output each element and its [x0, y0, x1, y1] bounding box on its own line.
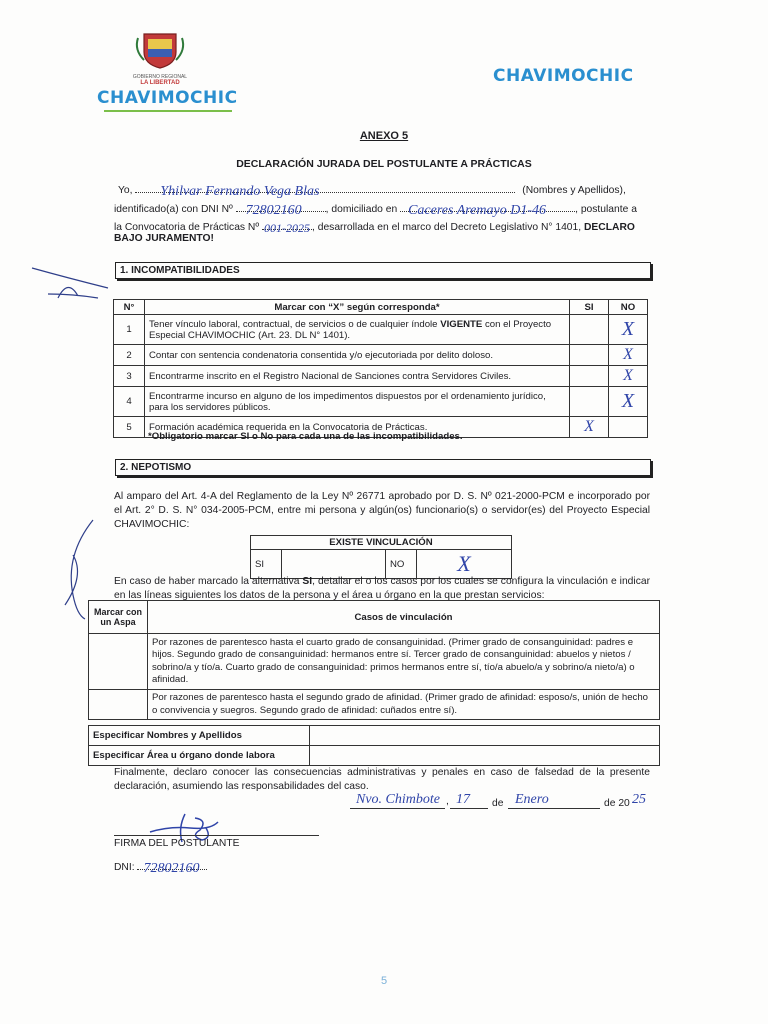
no-checkbox[interactable]: X — [609, 387, 648, 417]
existe-vinculacion-header: EXISTE VINCULACIÓN — [251, 536, 512, 550]
row-number: 5 — [114, 417, 145, 438]
row-number: 3 — [114, 366, 145, 387]
no-label: NO — [386, 550, 417, 579]
nepotismo-paragraph: Al amparo del Art. 4-A del Reglamento de la Ley Nº 26771 aprobado por D. S. Nº 021-2000-PCM e incorporado por el Art. 2° D. S. N° 034-2005-PCM, entre mi persona y algún(os) funcionario(s) o servidor(es) del Proyecto Especial CHAVIMOCHIC: — [114, 491, 650, 530]
intro-line-3: la Convocatoria de Prácticas Nº 001-2025 , desarrollada en el marco del Decreto Legislativo N° 1401, DECLARO BAJO JURAMENTO! — [114, 221, 635, 244]
col-mark: Marcar con “X” según corresponda* — [145, 300, 570, 315]
si-checkbox[interactable] — [570, 366, 609, 387]
row-text: Contar con sentencia condenatoria consentida y/o ejecutoriada por delito doloso. — [145, 345, 570, 366]
no-checkbox[interactable]: X — [609, 345, 648, 366]
row-number: 2 — [114, 345, 145, 366]
case1-text: Por razones de parentesco hasta el cuarto grado de consanguinidad. (Primer grado de consanguinidad: padres e hijos. Segundo grado de consanguinidad: hermanos entre sí. Tercer grado de consanguinidad: abuelos y nietos / sobrino/a y tío/a. Cuarto grado de consanguinidad: primos hermanos entre sí, tío/a abuelo/a y sobrino/a nieto/a) o afinidad. — [148, 634, 660, 690]
section-nepotismo: 2. NEPOTISMO — [115, 459, 651, 476]
row-number: 4 — [114, 387, 145, 417]
table-row — [114, 345, 648, 366]
table-row — [114, 387, 648, 417]
spec-area-label: Especificar Área u órgano donde labora — [89, 746, 310, 766]
si-label: SI — [251, 550, 282, 579]
spec-names-field[interactable] — [310, 726, 660, 746]
margin-initials — [28, 258, 118, 318]
date-line: Nvo. Chimbote , 17 de Enero de 20 25 — [350, 796, 650, 812]
dni-handwritten: 72802160 — [245, 203, 302, 218]
si-checkbox[interactable] — [570, 315, 609, 345]
row-number: 1 — [114, 315, 145, 345]
page-subtitle: DECLARACIÓN JURADA DEL POSTULANTE A PRÁCTICAS — [236, 158, 532, 170]
casos-table — [88, 600, 660, 720]
intro-line-1: Yo, Yhilvar Fernando Vega Blas (Nombres y Apellidos), — [118, 184, 626, 199]
no-checkbox[interactable]: X — [609, 366, 648, 387]
logo-right: CHAVIMOCHIC — [493, 66, 634, 86]
closing-paragraph: Finalmente, declaro conocer las consecuencias administrativas y penales en caso de falsedad de la presente declaración, asumiendo las responsabilidades del caso. — [114, 767, 650, 792]
incompat-table — [113, 299, 648, 438]
table-row — [114, 366, 648, 387]
spec-area-field[interactable] — [310, 746, 660, 766]
row-text: Formación académica requerida en la Convocatoria de Prácticas. — [145, 417, 570, 438]
table-row — [89, 634, 660, 690]
si-checkbox[interactable]: X — [570, 417, 609, 438]
seal-caption: GOBIERNO REGIONAL LA LIBERTAD — [132, 74, 188, 86]
case1-mark[interactable] — [89, 634, 148, 690]
spec-names-label: Especificar Nombres y Apellidos — [89, 726, 310, 746]
specify-table — [88, 725, 660, 766]
col-marcar: Marcar con un Aspa — [89, 601, 148, 634]
col-casos: Casos de vinculación — [148, 601, 660, 634]
incompat-note: *Obligatorio marcar SI o No para cada una de las incompatibilidades. — [148, 431, 463, 442]
si-checkbox[interactable] — [570, 345, 609, 366]
signature-dni: DNI: 72802160 — [114, 862, 207, 873]
regional-seal — [130, 30, 190, 85]
intro-line-2: identificado(a) con DNI Nº 72802160 , domiciliado en Caceres Aremayo D1-46 , postulante a — [114, 203, 637, 218]
vinculacion-table — [250, 535, 512, 579]
table-row — [114, 315, 648, 345]
section-incompatibilidades: 1. INCOMPATIBILIDADES — [115, 262, 651, 279]
logo-left-underline — [104, 110, 232, 112]
year-handwritten: 25 — [632, 792, 646, 807]
month-handwritten: Enero — [515, 792, 549, 807]
signature-line — [114, 835, 319, 836]
vinculacion-detail: En caso de haber marcado la alternativa SI, detallar el o los casos por los cuales se configura la vinculación e indicar en las líneas siguientes los datos de la persona y el área u órgano en la que prestan servicios: — [114, 576, 650, 601]
row-text: Encontrarme incurso en alguno de los impedimentos dispuestos por el ordenamiento jurídico, para los servidores públicos. — [145, 387, 570, 417]
no-box[interactable]: X — [417, 550, 512, 579]
col-n: N° — [114, 300, 145, 315]
no-checkbox[interactable]: X — [609, 315, 648, 345]
col-no: NO — [609, 300, 648, 315]
row-text: Encontrarme inscrito en el Registro Nacional de Sanciones contra Servidores Civiles. — [145, 366, 570, 387]
address-handwritten: Caceres Aremayo D1-46 — [408, 203, 546, 218]
page-title: ANEXO 5 — [359, 130, 409, 142]
name-handwritten: Yhilvar Fernando Vega Blas — [160, 184, 320, 199]
row-text: Tener vínculo laboral, contractual, de servicios o de cualquier índole VIGENTE con el Proyecto Especial CHAVIMOCHIC (Art. 23. DL N° 1401). — [145, 315, 570, 345]
page-number: 5 — [380, 975, 388, 987]
day-handwritten: 17 — [456, 792, 470, 807]
col-si: SI — [570, 300, 609, 315]
signature-dni-handwritten: 72802160 — [143, 861, 200, 876]
table-row — [89, 690, 660, 720]
case2-text: Por razones de parentesco hasta el segundo grado de afinidad. (Primer grado de afinidad: esposo/s, unión de hecho o convivencia y suegros. Segundo grado de afinidad: cuñados entre sí). — [148, 690, 660, 720]
signature-label: FIRMA DEL POSTULANTE — [114, 838, 240, 849]
convocatoria-handwritten: 001-2025 — [264, 221, 310, 235]
si-checkbox[interactable] — [570, 387, 609, 417]
margin-signature — [55, 515, 105, 625]
logo-left: CHAVIMOCHIC — [97, 88, 238, 108]
city-handwritten: Nvo. Chimbote — [356, 792, 440, 807]
no-checkbox[interactable] — [609, 417, 648, 438]
case2-mark[interactable] — [89, 690, 148, 720]
